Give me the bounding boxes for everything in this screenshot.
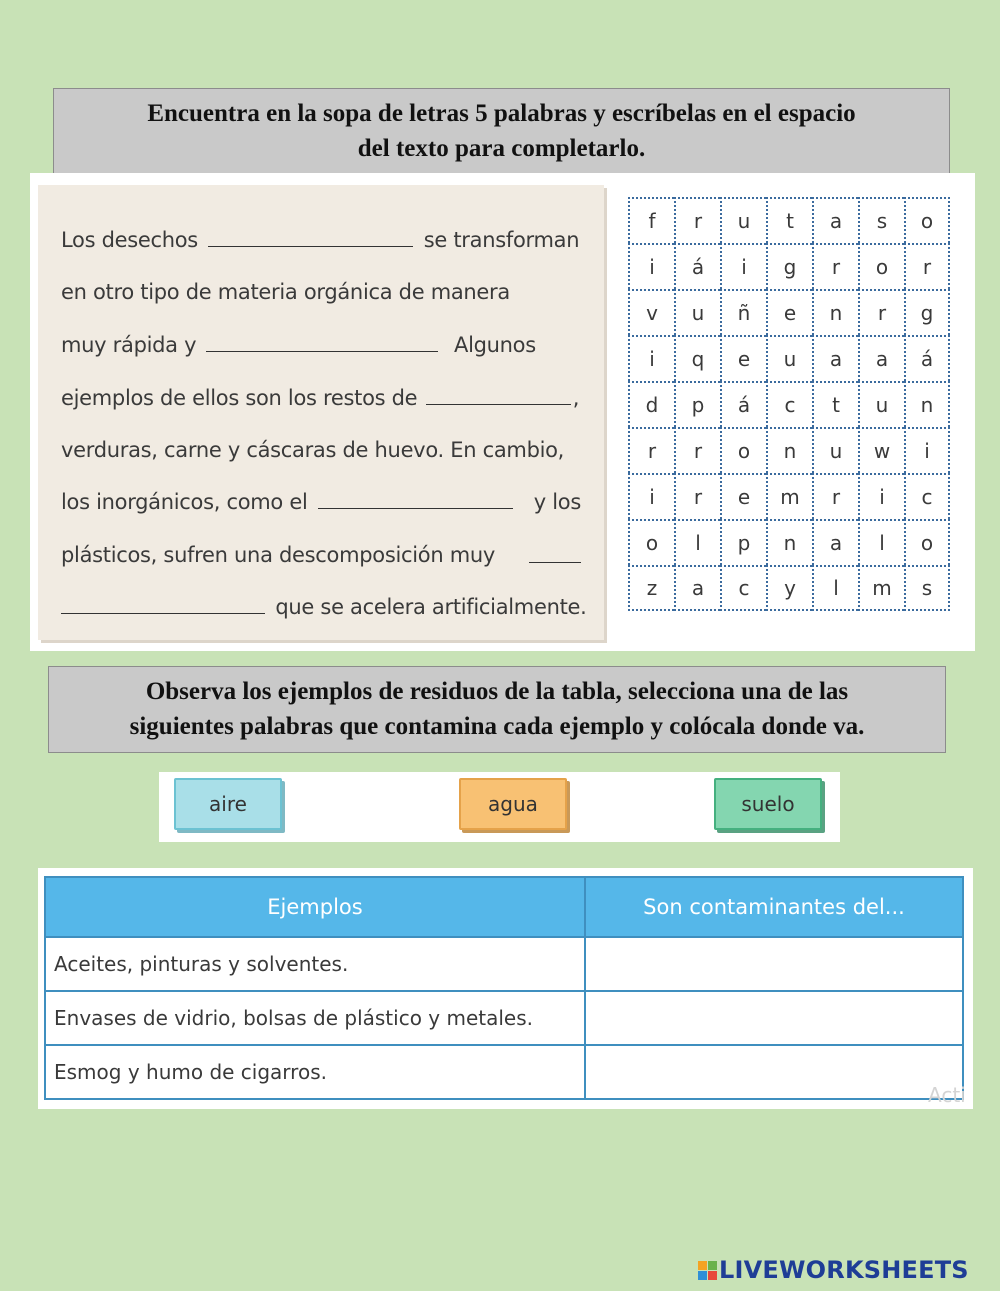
column-header-pollutes: Son contaminantes del...: [585, 877, 963, 937]
answer-drop-cell[interactable]: [585, 991, 963, 1045]
grid-letter[interactable]: u: [812, 427, 858, 473]
grid-letter[interactable]: r: [904, 243, 950, 289]
text-fragment: y los: [533, 490, 581, 514]
example-cell: Esmog y humo de cigarros.: [45, 1045, 585, 1099]
table-row: [45, 991, 963, 1045]
grid-letter[interactable]: i: [904, 427, 950, 473]
grid-letter[interactable]: a: [812, 335, 858, 381]
grid-row: [628, 427, 950, 473]
grid-letter[interactable]: e: [766, 289, 812, 335]
answer-blank-5[interactable]: [529, 546, 581, 563]
grid-letter[interactable]: c: [720, 565, 766, 611]
grid-letter[interactable]: l: [858, 519, 904, 565]
grid-letter[interactable]: l: [674, 519, 720, 565]
grid-letter[interactable]: f: [628, 197, 674, 243]
text-fragment: ejemplos de ellos son los restos de: [61, 386, 418, 410]
grid-letter[interactable]: m: [858, 565, 904, 611]
grid-letter[interactable]: r: [674, 473, 720, 519]
instruction-line: siguientes palabras que contamina cada ejemplo y colócala donde va.: [129, 713, 865, 740]
grid-letter[interactable]: r: [674, 197, 720, 243]
grid-row: [628, 565, 950, 611]
grid-letter[interactable]: v: [628, 289, 674, 335]
grid-row: [628, 243, 950, 289]
grid-letter[interactable]: o: [628, 519, 674, 565]
answer-drop-cell[interactable]: [585, 1045, 963, 1099]
text-line-7: [61, 540, 581, 570]
grid-letter[interactable]: i: [628, 243, 674, 289]
example-cell: Aceites, pinturas y solventes.: [45, 937, 585, 991]
answer-blank-4[interactable]: [318, 492, 513, 509]
liveworksheets-icon: [698, 1261, 717, 1280]
grid-letter[interactable]: i: [720, 243, 766, 289]
text-fragment: los inorgánicos, como el: [61, 490, 308, 514]
grid-letter[interactable]: n: [904, 381, 950, 427]
grid-letter[interactable]: o: [904, 519, 950, 565]
grid-row: [628, 197, 950, 243]
grid-letter[interactable]: c: [766, 381, 812, 427]
grid-letter[interactable]: a: [858, 335, 904, 381]
grid-letter[interactable]: i: [628, 335, 674, 381]
grid-letter[interactable]: p: [674, 381, 720, 427]
grid-letter[interactable]: t: [812, 381, 858, 427]
answer-blank-1[interactable]: [208, 230, 413, 247]
text-line-3: [61, 330, 581, 360]
grid-letter[interactable]: w: [858, 427, 904, 473]
text-line-5: verduras, carne y cáscaras de huevo. En cambio,: [61, 438, 565, 462]
text-line-4: [61, 383, 581, 413]
grid-letter[interactable]: a: [812, 197, 858, 243]
grid-row: [628, 519, 950, 565]
grid-letter[interactable]: n: [766, 519, 812, 565]
classification-table: [44, 876, 964, 1100]
activation-watermark: Acti: [928, 1083, 966, 1107]
table-row: [45, 1045, 963, 1099]
column-header-examples: Ejemplos: [45, 877, 585, 937]
grid-letter[interactable]: u: [720, 197, 766, 243]
letter-grid: [628, 197, 950, 611]
answer-drop-cell[interactable]: [585, 937, 963, 991]
grid-letter[interactable]: l: [812, 565, 858, 611]
grid-letter[interactable]: u: [766, 335, 812, 381]
grid-letter[interactable]: q: [674, 335, 720, 381]
grid-letter[interactable]: u: [858, 381, 904, 427]
grid-letter[interactable]: m: [766, 473, 812, 519]
word-chip-aire[interactable]: aire: [174, 778, 282, 830]
grid-letter[interactable]: p: [720, 519, 766, 565]
text-fragment: que se acelera artificialmente.: [275, 595, 587, 619]
text-fragment: muy rápida y: [61, 333, 197, 357]
word-search-panel: [30, 173, 975, 651]
grid-letter[interactable]: ñ: [720, 289, 766, 335]
grid-letter[interactable]: z: [628, 565, 674, 611]
word-chip-suelo[interactable]: suelo: [714, 778, 822, 830]
instruction-line: Observa los ejemplos de residuos de la tabla, selecciona una de las: [145, 678, 849, 705]
text-line-8: [61, 592, 587, 622]
grid-letter[interactable]: u: [674, 289, 720, 335]
grid-letter[interactable]: g: [766, 243, 812, 289]
grid-letter[interactable]: a: [674, 565, 720, 611]
grid-letter[interactable]: i: [628, 473, 674, 519]
grid-letter[interactable]: á: [720, 381, 766, 427]
text-fragment: plásticos, sufren una descomposición muy: [61, 543, 496, 567]
instruction-line: del texto para completarlo.: [357, 135, 646, 162]
answer-blank-3[interactable]: [426, 388, 571, 405]
grid-row: [628, 473, 950, 519]
grid-letter[interactable]: r: [674, 427, 720, 473]
grid-letter[interactable]: á: [904, 335, 950, 381]
classify-instructions: [48, 666, 946, 753]
grid-letter[interactable]: n: [766, 427, 812, 473]
table-row: [45, 937, 963, 991]
brand-logo: [698, 1256, 969, 1284]
grid-letter[interactable]: r: [812, 243, 858, 289]
grid-row: [628, 289, 950, 335]
grid-row: [628, 381, 950, 427]
classification-table-panel: [38, 868, 973, 1109]
grid-letter[interactable]: á: [674, 243, 720, 289]
text-fragment: Algunos: [454, 333, 536, 357]
grid-letter[interactable]: r: [628, 427, 674, 473]
grid-letter[interactable]: s: [904, 565, 950, 611]
grid-letter[interactable]: e: [720, 335, 766, 381]
answer-blank-6[interactable]: [61, 597, 265, 614]
fill-in-text-card: [38, 185, 604, 640]
grid-letter[interactable]: d: [628, 381, 674, 427]
grid-letter[interactable]: y: [766, 565, 812, 611]
grid-letter[interactable]: c: [904, 473, 950, 519]
text-line-2: en otro tipo de materia orgánica de manera: [61, 280, 510, 304]
grid-letter[interactable]: o: [904, 197, 950, 243]
grid-letter[interactable]: e: [720, 473, 766, 519]
grid-row: [628, 335, 950, 381]
grid-letter[interactable]: o: [720, 427, 766, 473]
grid-letter[interactable]: t: [766, 197, 812, 243]
grid-letter[interactable]: i: [858, 473, 904, 519]
example-cell: Envases de vidrio, bolsas de plástico y metales.: [45, 991, 585, 1045]
grid-letter[interactable]: g: [904, 289, 950, 335]
text-fragment: se transforman: [423, 228, 580, 252]
instruction-line: Encuentra en la sopa de letras 5 palabras y escríbelas en el espacio: [147, 100, 856, 127]
text-line-6: [61, 487, 581, 517]
grid-letter[interactable]: a: [812, 519, 858, 565]
answer-blank-2[interactable]: [206, 335, 438, 352]
grid-letter[interactable]: r: [858, 289, 904, 335]
grid-letter[interactable]: r: [812, 473, 858, 519]
grid-letter[interactable]: o: [858, 243, 904, 289]
word-search-instructions: [53, 88, 950, 175]
text-fragment: ,: [572, 386, 580, 410]
grid-letter[interactable]: n: [812, 289, 858, 335]
word-chip-agua[interactable]: agua: [459, 778, 567, 830]
word-bank: [159, 772, 840, 842]
grid-letter[interactable]: s: [858, 197, 904, 243]
text-fragment: Los desechos: [61, 228, 198, 252]
brand-name: LIVEWORKSHEETS: [719, 1256, 969, 1284]
text-line-1: [61, 225, 581, 255]
